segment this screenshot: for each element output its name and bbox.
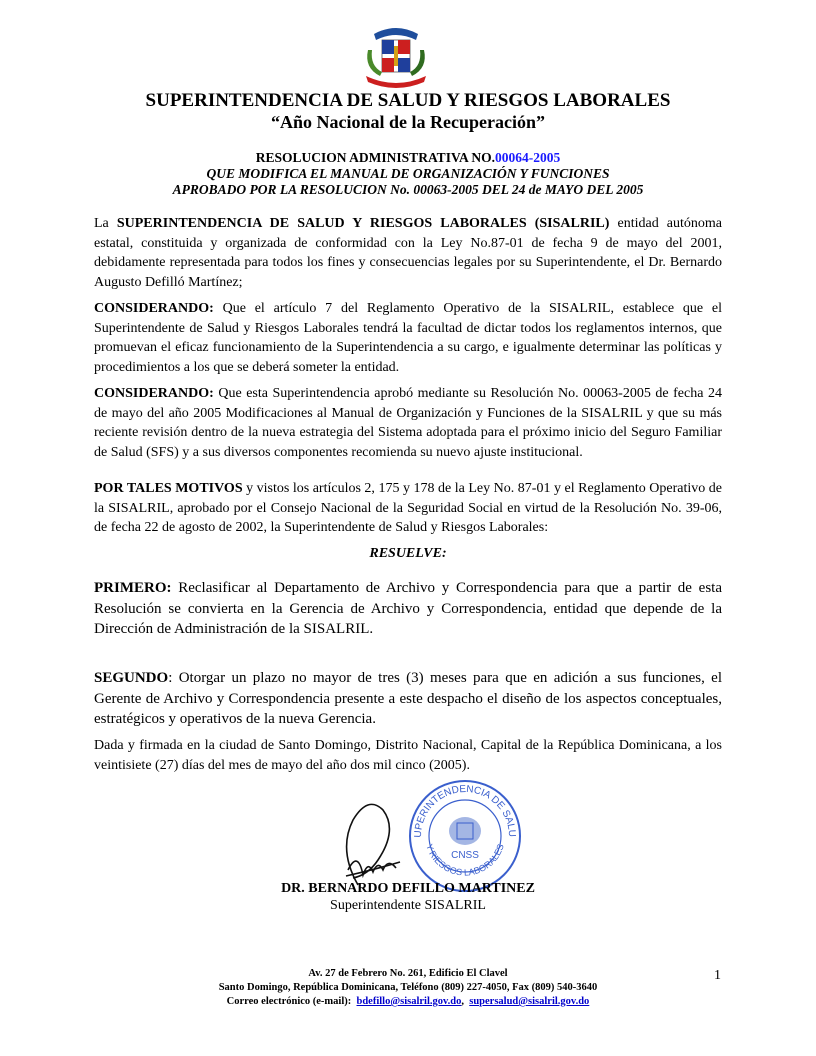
email-link-bdefillo[interactable]: bdefillo@sisalril.gov.do: [356, 996, 462, 1007]
footer-contact: Santo Domingo, República Dominicana, Teléfono (809) 227-4050, Fax (809) 540-3640: [218, 982, 598, 993]
considerando-1-label: CONSIDERANDO:: [94, 301, 214, 316]
stamp-emblem-icon: [449, 817, 481, 845]
por-tales-motivos-label: POR TALES MOTIVOS: [94, 481, 243, 496]
footer-address: Av. 27 de Febrero No. 261, Edificio El Clavel: [308, 968, 508, 979]
intro-text: entidad autónoma estatal, constituida y organizada de conformidad con la Ley No.87-01 de fecha 9 de mayo del 2001, debidamente representada para todos los fines y consecuencias legales por su Superintendente, el Dr. Bernardo Augusto Defilló Martínez;: [94, 216, 722, 290]
email-separator: ,: [461, 996, 464, 1007]
cnss-stamp: [405, 776, 525, 896]
considerando-2-paragraph: [94, 384, 722, 462]
signatory-title: Superintendente SISALRIL: [330, 898, 486, 913]
segundo-paragraph: [94, 668, 722, 730]
resolution-subtitle-line1: QUE MODIFICA EL MANUAL DE ORGANIZACIÓN Y FUNCIONES: [206, 166, 610, 181]
considerando-1-text: Que el artículo 7 del Reglamento Operativo de la SISALRIL, establece que el Superintendente de Salud y Riesgos Laborales tendrá la facultad de dictar todos los reglamentos internos, que promuevan el eficaz funcionamiento de la Superintendencia a su cargo, e igualmente determinar las políticas y procedimientos a los que se deberá someter la entidad.: [94, 301, 722, 375]
signatory-name: DR. BERNARDO DEFILLO MARTINEZ: [281, 881, 535, 896]
resolution-number: 00064-2005: [494, 150, 561, 165]
primero-text: Reclasificar al Departamento de Archivo y Correspondencia para que a partir de esta Resolución se convierta en la Gerencia de Archivo y Correspondencia, entidad que depende de la Dirección de Administración de la SISALRIL.: [94, 580, 722, 637]
resolution-subtitle-line2: APROBADO POR LA RESOLUCION No. 00063-2005 DEL 24 de MAYO DEL 2005: [172, 182, 644, 197]
organization-name: SUPERINTENDENCIA DE SALUD Y RIESGOS LABORALES: [145, 90, 671, 111]
stamp-center-text: CNSS: [451, 850, 479, 861]
primero-paragraph: [94, 578, 722, 640]
intro-paragraph: [94, 214, 722, 292]
segundo-text: : Otorgar un plazo no mayor de tres (3) meses para que en adición a sus funciones, el Gerente de Archivo y Correspondencia presente a este despacho el diseño de los aspectos conceptuales, estratégicos y operativos de la nueva Gerencia.: [94, 670, 722, 727]
resuelve-heading: RESUELVE:: [369, 546, 447, 561]
footer-email-label: Correo electrónico (e-mail):: [226, 996, 352, 1007]
dominican-coat-of-arms-icon: [360, 24, 432, 88]
dada-paragraph: Dada y firmada en la ciudad de Santo Domingo, Distrito Nacional, Capital de la República Dominicana, a los veintisiete (27) días del mes de mayo del año dos mil cinco (2005).: [94, 738, 722, 773]
por-tales-motivos-text: y vistos los artículos 2, 175 y 178 de la Ley No. 87-01 y el Reglamento Operativo de la SISALRIL, aprobado por el Consejo Nacional de la Seguridad Social en virtud de la Resolución No. 39-06, de fecha 22 de agosto de 2002, la Superintendente de Salud y Riesgos Laborales:: [94, 481, 722, 535]
stamp-bottom-text: Y RIESGOS LABORALES: [424, 842, 506, 878]
resolution-title: [0, 150, 816, 166]
footer-email-line: [0, 995, 816, 1009]
considerando-2-text: Que esta Superintendencia aprobó mediante su Resolución No. 00063-2005 de fecha 24 de mayo del año 2005 Modificaciones al Manual de Organización y Funciones de la SISALRIL y que su más reciente revisión dentro de la nueva estrategia del Sistema adoptada para el próximo inicio del Seguro Familiar de Salud (SFS) y a sus diversos componentes recomienda su nuevo ajuste institucional.: [94, 386, 722, 460]
email-link-supersalud[interactable]: supersalud@sisalril.gov.do: [469, 996, 590, 1007]
intro-bold: SUPERINTENDENCIA DE SALUD Y RIESGOS LABORALES (SISALRIL): [116, 216, 610, 231]
considerando-1-paragraph: [94, 299, 722, 377]
primero-label: PRIMERO:: [94, 580, 172, 596]
intro-lead: La: [94, 216, 117, 231]
considerando-2-label: CONSIDERANDO:: [94, 386, 214, 401]
page-number: 1: [714, 968, 721, 983]
handwritten-signature-icon: [318, 790, 418, 890]
resolution-title-prefix: RESOLUCION ADMINISTRATIVA NO.: [255, 150, 495, 165]
por-tales-motivos-paragraph: [94, 479, 722, 538]
motto: “Año Nacional de la Recuperación”: [271, 112, 545, 132]
segundo-label: SEGUNDO: [94, 670, 169, 686]
stamp-top-text: UPERINTENDENCIA DE SALU: [412, 783, 518, 838]
